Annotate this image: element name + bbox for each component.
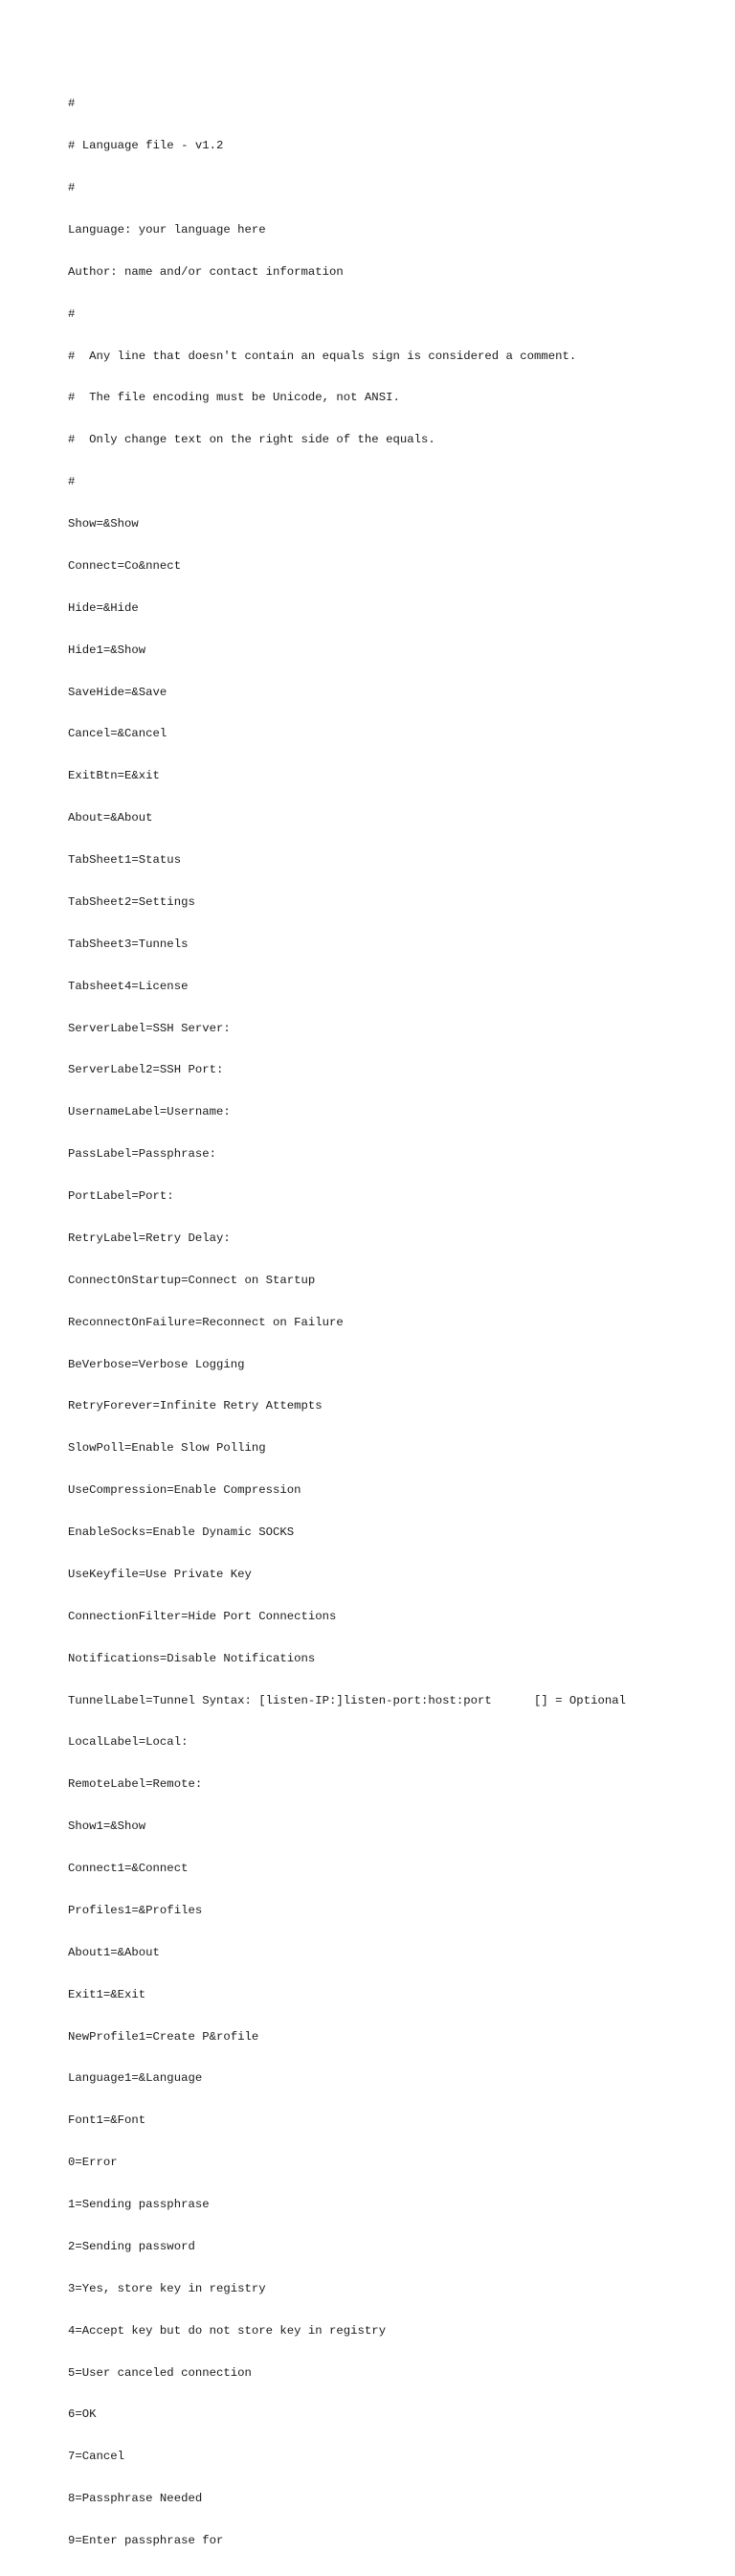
- text-line: Show1=&Show: [68, 1819, 146, 1834]
- text-line: 4=Accept key but do not store key in registry: [68, 2323, 387, 2338]
- text-line: Hide1=&Show: [68, 643, 146, 657]
- text-line: # Language file - v1.2: [68, 139, 224, 153]
- text-line: UseCompression=Enable Compression: [68, 1483, 301, 1498]
- text-line: Author: name and/or contact information: [68, 264, 344, 279]
- text-line: Hide=&Hide: [68, 600, 139, 615]
- text-line: Connect1=&Connect: [68, 1862, 189, 1875]
- text-line: TabSheet3=Tunnels: [68, 937, 189, 951]
- text-line: ConnectOnStartup=Connect on Startup: [68, 1273, 316, 1287]
- text-line: # The file encoding must be Unicode, not ANSI.: [68, 391, 400, 405]
- text-line: RemoteLabel=Remote:: [68, 1777, 203, 1792]
- text-line: LocalLabel=Local:: [68, 1735, 189, 1750]
- text-line: 5=User canceled connection: [68, 2365, 252, 2380]
- text-line: SaveHide=&Save: [68, 685, 167, 699]
- text-line: TunnelLabel=Tunnel Syntax: [listen-IP:]listen-port:host:port [] = Optional: [68, 1693, 626, 1707]
- text-line: Language1=&Language: [68, 2071, 203, 2086]
- text-line: ConnectionFilter=Hide Port Connections: [68, 1609, 337, 1623]
- text-line: #: [68, 475, 76, 489]
- text-line: UseKeyfile=Use Private Key: [68, 1567, 252, 1581]
- text-line: BeVerbose=Verbose Logging: [68, 1357, 245, 1371]
- text-line: Font1=&Font: [68, 2113, 146, 2128]
- text-line: #: [68, 97, 76, 111]
- text-line: TabSheet1=Status: [68, 853, 182, 867]
- text-line: #: [68, 181, 76, 194]
- text-line: # Any line that doesn't contain an equals sign is considered a comment.: [68, 349, 577, 363]
- text-line: Notifications=Disable Notifications: [68, 1651, 316, 1665]
- text-line: 1=Sending passphrase: [68, 2198, 210, 2211]
- text-line: 7=Cancel: [68, 2450, 125, 2464]
- text-line: ServerLabel=SSH Server:: [68, 1021, 231, 1035]
- text-line: 0=Error: [68, 2156, 118, 2170]
- text-line: ServerLabel2=SSH Port:: [68, 1063, 224, 1077]
- text-line: Show=&Show: [68, 517, 139, 531]
- text-line: TabSheet2=Settings: [68, 894, 195, 909]
- text-line: Connect=Co&nnect: [68, 558, 182, 573]
- text-line: NewProfile1=Create P&rofile: [68, 2029, 259, 2044]
- text-line: Cancel=&Cancel: [68, 727, 167, 741]
- text-line: Language: your language here: [68, 222, 266, 237]
- text-line: 3=Yes, store key in registry: [68, 2281, 266, 2295]
- text-line: ReconnectOnFailure=Reconnect on Failure: [68, 1315, 344, 1329]
- text-line: RetryForever=Infinite Retry Attempts: [68, 1399, 323, 1413]
- text-line: SlowPoll=Enable Slow Polling: [68, 1441, 266, 1456]
- text-line: 2=Sending password: [68, 2239, 195, 2253]
- text-line: EnableSocks=Enable Dynamic SOCKS: [68, 1525, 295, 1539]
- text-line: 8=Passphrase Needed: [68, 2492, 203, 2506]
- text-line: UsernameLabel=Username:: [68, 1105, 231, 1119]
- text-line: RetryLabel=Retry Delay:: [68, 1231, 231, 1245]
- text-line: Tabsheet4=License: [68, 979, 189, 993]
- text-line: PassLabel=Passphrase:: [68, 1147, 216, 1162]
- text-line: Profiles1=&Profiles: [68, 1903, 203, 1917]
- text-line: 6=OK: [68, 2407, 97, 2422]
- text-line: About=&About: [68, 811, 153, 825]
- text-line: ExitBtn=E&xit: [68, 769, 160, 783]
- text-line: About1=&About: [68, 1945, 160, 1959]
- text-line: #: [68, 306, 76, 321]
- text-line: 9=Enter passphrase for: [68, 2534, 224, 2547]
- language-file-text: [68, 69, 626, 2576]
- text-line: # Only change text on the right side of the equals.: [68, 433, 435, 447]
- text-line: Exit1=&Exit: [68, 1987, 146, 2001]
- text-line: PortLabel=Port:: [68, 1189, 174, 1203]
